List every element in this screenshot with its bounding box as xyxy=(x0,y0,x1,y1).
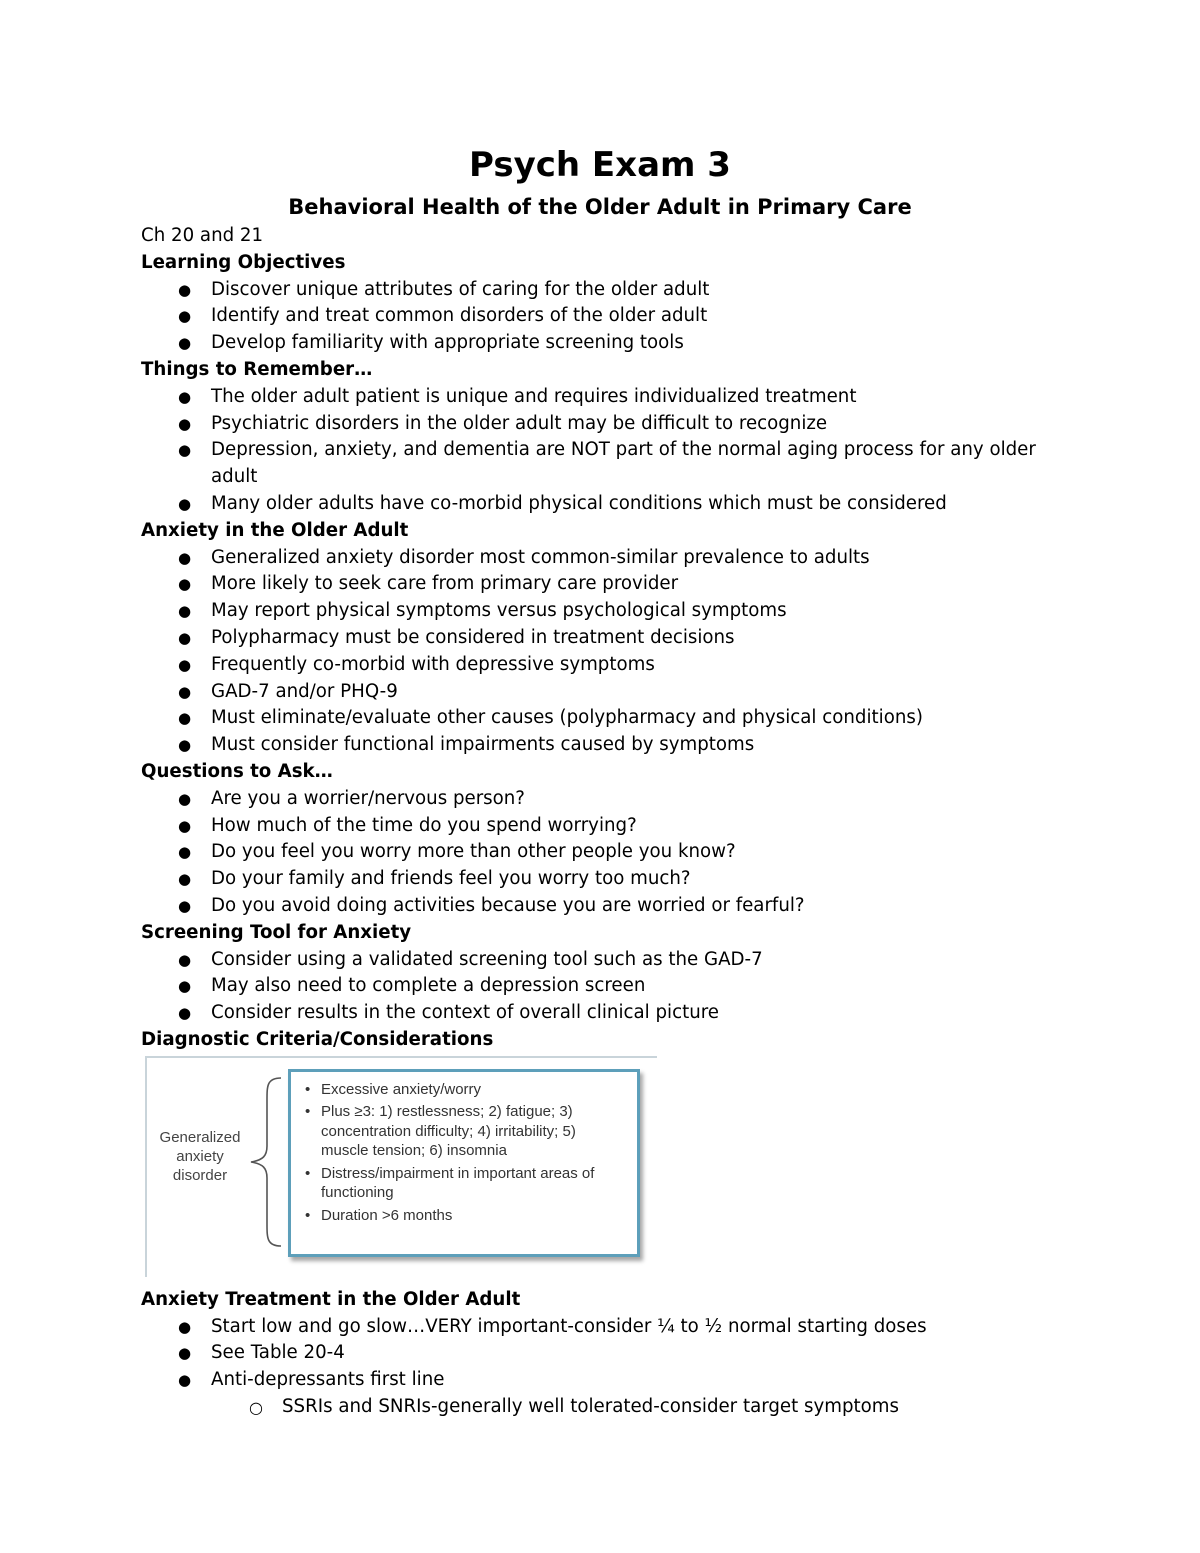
bullet-icon: ● xyxy=(178,977,192,996)
list-item: ● Anti-depressants first line xyxy=(141,1367,1061,1394)
list-item: ● Generalized anxiety disorder most common-similar prevalence to adults xyxy=(141,545,1061,572)
screening-tool-list xyxy=(141,947,1061,1027)
criteria-box xyxy=(288,1069,640,1257)
list-item: ● More likely to seek care from primary care provider xyxy=(141,571,1061,598)
bullet-icon: ● xyxy=(178,789,192,808)
list-item: ● May report physical symptoms versus psychological symptoms xyxy=(141,598,1061,625)
bullet-icon: ● xyxy=(178,736,192,755)
bullet-icon: ● xyxy=(178,494,192,513)
section-heading-screening-tool: Screening Tool for Anxiety xyxy=(141,921,412,943)
treatment-sublist xyxy=(141,1394,1061,1421)
list-item: ● Must eliminate/evaluate other causes (polypharmacy and physical conditions) xyxy=(141,705,1061,732)
bullet-icon: ● xyxy=(178,414,192,433)
list-item: ● Psychiatric disorders in the older adult may be difficult to recognize xyxy=(141,411,1061,438)
criteria-list xyxy=(305,1080,627,1226)
bullet-icon: ● xyxy=(178,334,192,353)
list-item: ● Polypharmacy must be considered in treatment decisions xyxy=(141,625,1061,652)
section-heading-treatment: Anxiety Treatment in the Older Adult xyxy=(141,1288,521,1310)
bullet-icon: ● xyxy=(178,1344,192,1363)
criteria-item: • Plus ≥3: 1) restlessness; 2) fatigue; 3) concentration difficulty; 4) irritability; 5) muscle tension; 6) insomnia xyxy=(305,1103,576,1160)
section-heading-things-to-remember: Things to Remember… xyxy=(141,358,373,380)
bullet-icon: ● xyxy=(178,870,192,889)
list-item: ● How much of the time do you spend worrying? xyxy=(141,813,1061,840)
document-subtitle: Behavioral Health of the Older Adult in Primary Care xyxy=(288,195,912,219)
criteria-item: • Duration >6 months xyxy=(305,1206,453,1224)
list-item: ● GAD-7 and/or PHQ-9 xyxy=(141,679,1061,706)
bullet-icon: ● xyxy=(178,387,192,406)
section-heading-questions-to-ask: Questions to Ask… xyxy=(141,760,333,782)
bullet-icon: • xyxy=(305,1206,311,1224)
circle-bullet-icon: ○ xyxy=(249,1397,263,1417)
bullet-icon: ● xyxy=(178,602,192,621)
learning-objectives-list xyxy=(141,277,1061,357)
gad-criteria-figure xyxy=(145,1056,657,1277)
questions-to-ask-list xyxy=(141,786,1061,920)
bullet-icon: • xyxy=(305,1164,311,1182)
list-subitem: ○ SSRIs and SNRIs-generally well tolerated-consider target symptoms xyxy=(141,1394,1061,1421)
chapters-text: Ch 20 and 21 xyxy=(141,225,264,246)
bullet-icon: ● xyxy=(178,575,192,594)
bullet-icon: ● xyxy=(178,655,192,674)
figure-top-border xyxy=(145,1056,657,1058)
list-item: ● Depression, anxiety, and dementia are NOT part of the normal aging process for any older adult xyxy=(178,439,1036,488)
brace-icon xyxy=(245,1076,285,1248)
list-item: ● Do you feel you worry more than other people you know? xyxy=(141,839,1061,866)
bullet-icon: ● xyxy=(178,307,192,326)
bullet-icon: ● xyxy=(178,709,192,728)
list-item: ● Are you a worrier/nervous person? xyxy=(141,786,1061,813)
list-item: ● Develop familiarity with appropriate screening tools xyxy=(141,330,1061,357)
list-item: ● Do you avoid doing activities because you are worried or fearful? xyxy=(141,893,1061,920)
list-item: ● Many older adults have co-morbid physical conditions which must be considered xyxy=(141,491,1061,518)
criteria-item: • Excessive anxiety/worry xyxy=(305,1080,482,1098)
bullet-icon: ● xyxy=(178,950,192,969)
bullet-icon: ● xyxy=(178,1371,192,1390)
bullet-icon: • xyxy=(305,1103,311,1121)
treatment-list xyxy=(141,1314,1061,1394)
figure-left-border xyxy=(145,1056,147,1277)
bullet-icon: ● xyxy=(178,1317,192,1336)
section-heading-learning-objectives: Learning Objectives xyxy=(141,251,346,273)
list-item: ● Consider using a validated screening tool such as the GAD-7 xyxy=(141,947,1061,974)
figure-label: Generalized anxiety disorder xyxy=(159,1128,241,1184)
bullet-icon: ● xyxy=(178,816,192,835)
things-to-remember-list xyxy=(141,384,1061,518)
list-item: ● Discover unique attributes of caring for the older adult xyxy=(141,277,1061,304)
section-heading-diagnostic: Diagnostic Criteria/Considerations xyxy=(141,1028,494,1050)
list-item: ● Frequently co-morbid with depressive symptoms xyxy=(141,652,1061,679)
bullet-icon: ● xyxy=(178,628,192,647)
bullet-icon: ● xyxy=(178,280,192,299)
list-item: ● The older adult patient is unique and requires individualized treatment xyxy=(141,384,1061,411)
bullet-icon: • xyxy=(305,1080,311,1098)
bullet-icon: ● xyxy=(178,441,192,460)
bullet-icon: ● xyxy=(178,896,192,915)
list-item: ● Consider results in the context of overall clinical picture xyxy=(141,1000,1061,1027)
document-title: Psych Exam 3 xyxy=(469,145,731,185)
document-body xyxy=(141,223,1061,1421)
list-item: ● May also need to complete a depression screen xyxy=(141,973,1061,1000)
bullet-icon: ● xyxy=(178,682,192,701)
anxiety-older-adult-list xyxy=(141,545,1061,759)
list-item: ● Must consider functional impairments caused by symptoms xyxy=(141,732,1061,759)
bullet-icon: ● xyxy=(178,843,192,862)
section-heading-anxiety-older-adult: Anxiety in the Older Adult xyxy=(141,519,409,541)
list-item: ● Identify and treat common disorders of the older adult xyxy=(141,303,1061,330)
criteria-item: • Distress/impairment in important areas of functioning xyxy=(305,1164,595,1202)
list-item: ● Start low and go slow…VERY important-consider ¼ to ½ normal starting doses xyxy=(141,1314,1061,1341)
bullet-icon: ● xyxy=(178,1004,192,1023)
bullet-icon: ● xyxy=(178,548,192,567)
list-item: ● See Table 20-4 xyxy=(141,1340,1061,1367)
list-item: ● Do your family and friends feel you worry too much? xyxy=(141,866,1061,893)
